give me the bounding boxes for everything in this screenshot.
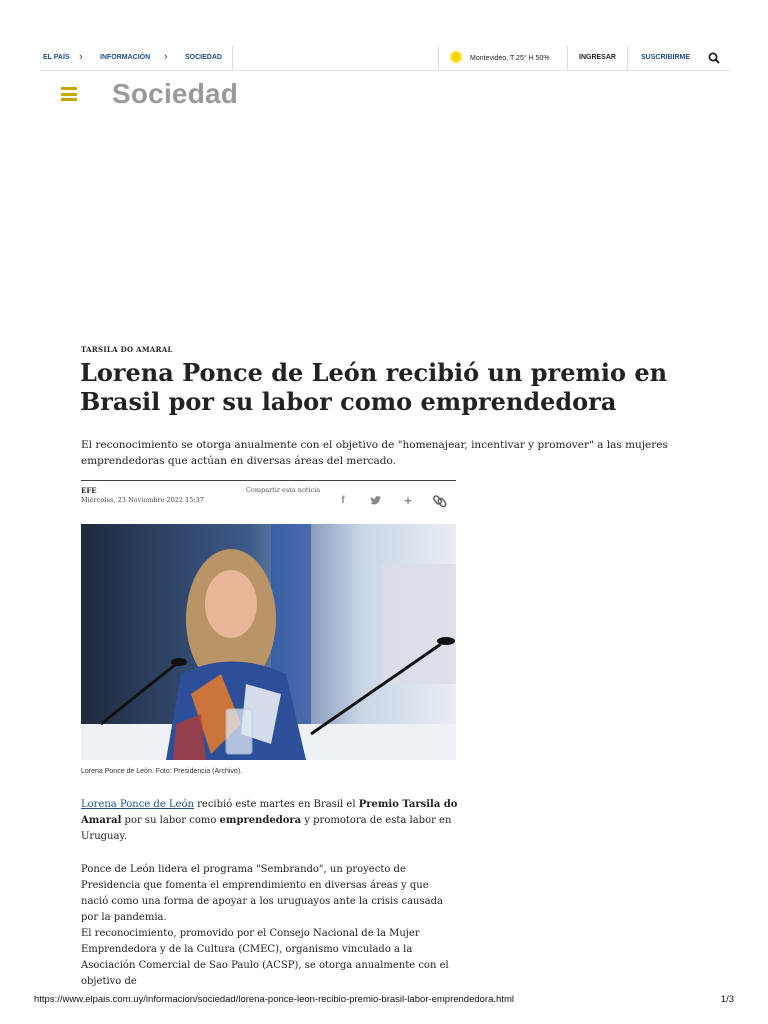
divider — [627, 46, 628, 70]
hamburger-menu-icon[interactable] — [61, 87, 77, 101]
article-paragraph-3: El reconocimiento, promovido por el Consejo Nacional de la Mujer Emprendedora y de la Cultura (CMEC), organismo vinculado a la Asociación Comercial de Sao Paulo (ACSP), se otorga anualmente con el objetivo de — [81, 928, 449, 987]
article-paragraph-1 — [81, 797, 459, 845]
article-summary: El reconocimiento se otorga anualmente con el objetivo de "homenajear, incentivar y promover" a las mujeres emprendedoras que actúan en diversas áreas del mercado. — [81, 439, 668, 467]
photo-caption: Lorena Ponce de León. Foto: Presidencia (Archivo). — [81, 768, 243, 775]
breadcrumb-informacion[interactable]: INFORMACIÓN — [100, 54, 151, 61]
print-footer — [34, 994, 734, 1005]
article-photo — [81, 524, 456, 760]
byline-divider — [81, 480, 456, 481]
keyword-bold: emprendedora — [219, 815, 302, 826]
breadcrumb-el-pais[interactable]: EL PAÍS — [43, 54, 70, 61]
divider — [232, 46, 233, 70]
divider — [567, 46, 568, 70]
chevron-right-icon: › — [164, 51, 168, 63]
person-link[interactable]: Lorena Ponce de León — [81, 799, 194, 810]
paragraph-text: por su labor como — [121, 815, 220, 826]
subscribe-link[interactable]: SUSCRIBIRME — [641, 54, 691, 61]
article-kicker: TARSILA DO AMARAL — [81, 345, 173, 354]
breadcrumb-sociedad[interactable]: SOCIEDAD — [185, 54, 222, 61]
plus-icon[interactable]: + — [404, 493, 412, 508]
top-navigation-bar — [40, 46, 730, 71]
article-agency: EFE — [81, 486, 97, 495]
sun-icon — [451, 52, 461, 62]
print-url: https://www.elpais.com.uy/informacion/sociedad/lorena-ponce-leon-recibio-premio-brasil-labor-emprendedora.html — [34, 994, 514, 1005]
article-paragraph-2: Ponce de León lidera el programa "Sembrando", un proyecto de Presidencia que fomenta el emprendimiento en diversas áreas y que nació como una forma de apoyar a los uruguayos ante la crisis causada por la pandemia. — [81, 864, 443, 923]
search-icon[interactable] — [708, 52, 720, 64]
print-page-number: 1/3 — [720, 994, 734, 1005]
share-label: Compartir esta noticia — [246, 486, 321, 494]
award-name: Premio Tarsila do Amaral — [81, 799, 458, 826]
article-headline: Lorena Ponce de León recibió un premio en Brasil por su labor como emprendedora — [80, 358, 668, 416]
section-title[interactable]: Sociedad — [112, 78, 239, 109]
paragraph-text: recibió este martes en Brasil el — [193, 799, 359, 810]
chevron-right-icon: › — [79, 51, 83, 63]
link-icon[interactable] — [433, 494, 447, 508]
divider — [438, 46, 439, 70]
facebook-icon[interactable]: f — [341, 495, 345, 506]
twitter-icon[interactable] — [369, 494, 383, 508]
login-link[interactable]: INGRESAR — [579, 54, 616, 61]
paragraph-text: y promotora de esta labor en Uruguay. — [81, 815, 452, 842]
article-date: Miércoles, 23 Noviembre 2022 15:37 — [81, 496, 204, 504]
weather-readout: Montevideo, T 25° H 50% — [470, 55, 550, 62]
